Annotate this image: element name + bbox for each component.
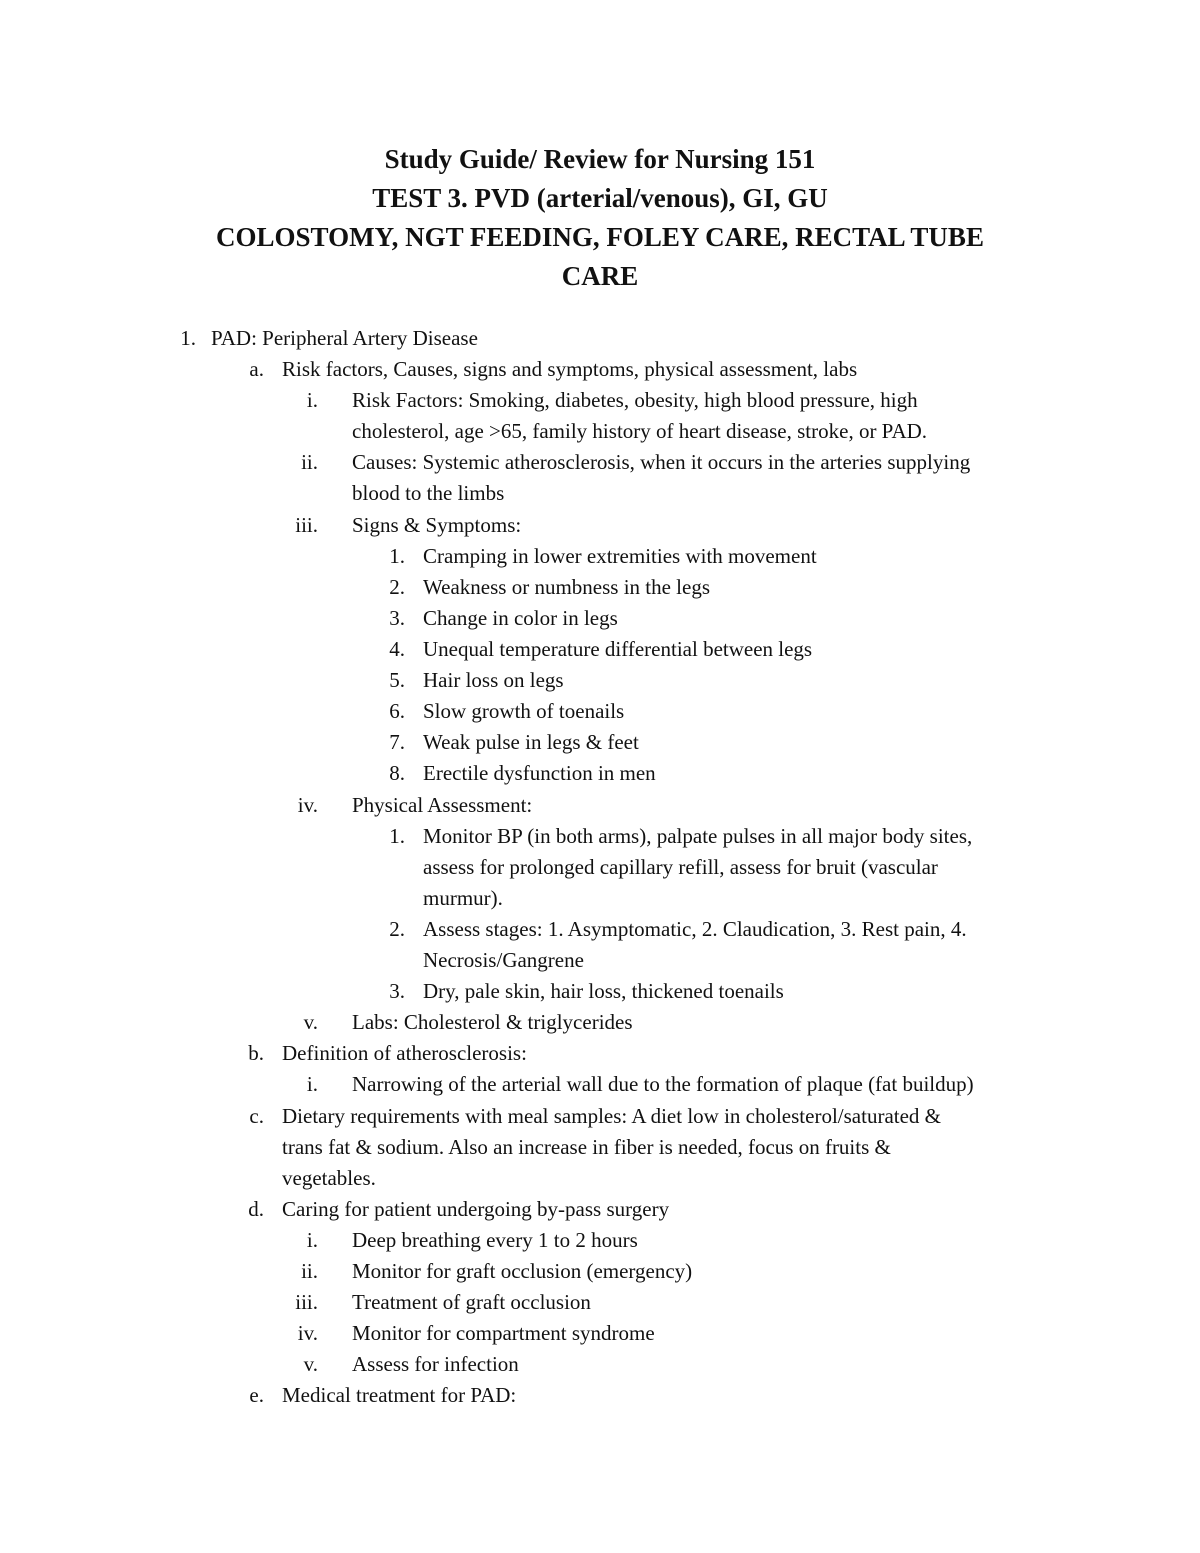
list-item-text: Weak pulse in legs & feet bbox=[423, 730, 639, 754]
list-marker: c. bbox=[249, 1104, 264, 1128]
list-item-text: Physical Assessment: bbox=[352, 793, 533, 817]
list-marker: 1. bbox=[389, 824, 405, 848]
document-title-line-1: Study Guide/ Review for Nursing 151 bbox=[384, 144, 816, 174]
list-item-text: Monitor for graft occlusion (emergency) bbox=[352, 1259, 693, 1283]
document-title-line-4: CARE bbox=[561, 261, 639, 291]
list-item-text: Weakness or numbness in the legs bbox=[423, 575, 711, 599]
list-item-text: Definition of atherosclerosis: bbox=[282, 1041, 527, 1065]
list-item-text: Assess for infection bbox=[352, 1352, 519, 1376]
list-item-text: Cramping in lower extremities with movement bbox=[423, 544, 817, 568]
list-item-text: Monitor for compartment syndrome bbox=[352, 1321, 655, 1345]
list-item-text: Erectile dysfunction in men bbox=[423, 761, 656, 785]
list-item-text: Slow growth of toenails bbox=[423, 699, 625, 723]
list-marker: iii. bbox=[295, 513, 318, 537]
list-item-text: Narrowing of the arterial wall due to the formation of plaque (fat buildup) bbox=[352, 1072, 974, 1096]
list-marker: 4. bbox=[389, 637, 405, 661]
list-item-text: Causes: Systemic atherosclerosis, when it occurs in the arteries supplying bbox=[352, 450, 971, 474]
document-title-line-3: COLOSTOMY, NGT FEEDING, FOLEY CARE, RECTAL TUBE bbox=[216, 222, 984, 252]
list-item-text: blood to the limbs bbox=[352, 481, 505, 505]
list-marker: 2. bbox=[389, 575, 405, 599]
list-item-text: Medical treatment for PAD: bbox=[282, 1383, 517, 1407]
list-marker: d. bbox=[248, 1197, 264, 1221]
list-marker: 3. bbox=[389, 979, 405, 1003]
list-marker: b. bbox=[248, 1041, 264, 1065]
document-title-line-2: TEST 3. PVD (arterial/venous), GI, GU bbox=[372, 183, 828, 213]
list-item-text: assess for prolonged capillary refill, assess for bruit (vascular bbox=[423, 855, 938, 879]
list-marker: 6. bbox=[389, 699, 405, 723]
list-item-text: trans fat & sodium. Also an increase in fiber is needed, focus on fruits & bbox=[282, 1135, 891, 1159]
list-item-text: Hair loss on legs bbox=[423, 668, 564, 692]
list-marker: iii. bbox=[295, 1290, 318, 1314]
list-item-text: Assess stages: 1. Asymptomatic, 2. Claudication, 3. Rest pain, 4. bbox=[423, 917, 967, 941]
list-marker: v. bbox=[303, 1010, 318, 1034]
list-marker: i. bbox=[306, 1228, 318, 1252]
list-marker: iv. bbox=[297, 793, 318, 817]
list-marker: a. bbox=[249, 357, 264, 381]
list-marker: ii. bbox=[301, 1259, 318, 1283]
list-marker: 1. bbox=[389, 544, 405, 568]
list-marker: ii. bbox=[301, 450, 318, 474]
list-item-text: Monitor BP (in both arms), palpate pulses in all major body sites, bbox=[423, 824, 973, 848]
list-item-text: Unequal temperature differential between legs bbox=[423, 637, 813, 661]
list-item-text: cholesterol, age >65, family history of heart disease, stroke, or PAD. bbox=[352, 419, 928, 443]
list-marker: e. bbox=[249, 1383, 264, 1407]
list-marker: v. bbox=[303, 1352, 318, 1376]
list-marker: i. bbox=[306, 388, 318, 412]
list-item-text: murmur). bbox=[423, 886, 503, 910]
list-item-text: Signs & Symptoms: bbox=[352, 513, 522, 537]
list-item-text: vegetables. bbox=[282, 1166, 376, 1190]
list-item-text: Dietary requirements with meal samples: A diet low in cholesterol/saturated & bbox=[282, 1104, 941, 1128]
list-marker: 7. bbox=[389, 730, 405, 754]
list-item-text: Necrosis/Gangrene bbox=[423, 948, 584, 972]
list-marker: 3. bbox=[389, 606, 405, 630]
list-marker: 1. bbox=[180, 326, 196, 350]
list-item-text: Deep breathing every 1 to 2 hours bbox=[352, 1228, 638, 1252]
list-marker: i. bbox=[306, 1072, 318, 1096]
list-marker: iv. bbox=[297, 1321, 318, 1345]
list-item-text: Risk Factors: Smoking, diabetes, obesity, high blood pressure, high bbox=[352, 388, 918, 412]
list-item-text: Labs: Cholesterol & triglycerides bbox=[352, 1010, 633, 1034]
list-item-text: Treatment of graft occlusion bbox=[352, 1290, 591, 1314]
list-marker: 8. bbox=[389, 761, 405, 785]
list-marker: 5. bbox=[389, 668, 405, 692]
list-item-text: Change in color in legs bbox=[423, 606, 618, 630]
list-marker: 2. bbox=[389, 917, 405, 941]
list-item-text: Dry, pale skin, hair loss, thickened toenails bbox=[423, 979, 784, 1003]
list-item-text: Caring for patient undergoing by-pass surgery bbox=[282, 1197, 670, 1221]
list-item-text: PAD: Peripheral Artery Disease bbox=[211, 326, 478, 350]
list-item-text: Risk factors, Causes, signs and symptoms, physical assessment, labs bbox=[282, 357, 858, 381]
